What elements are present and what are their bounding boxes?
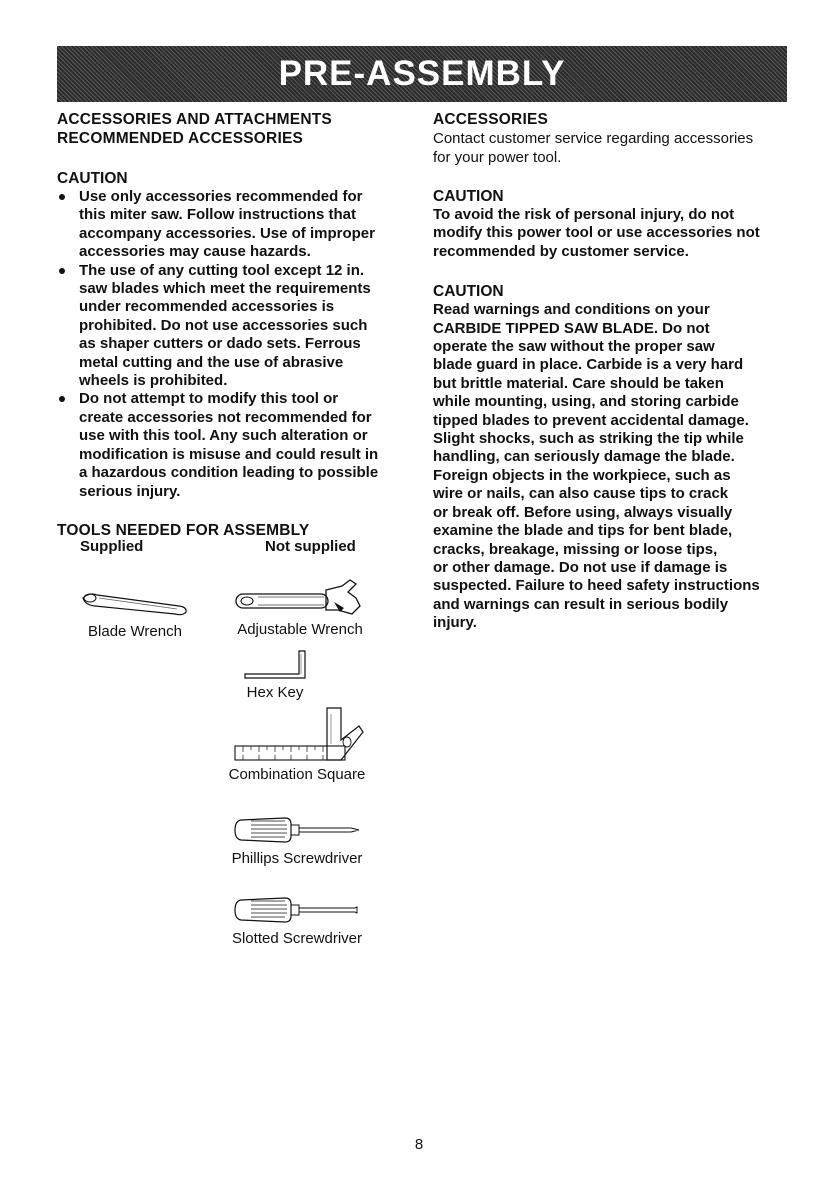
- accessories-intro: Contact customer service regarding accessories for your power tool.: [433, 130, 754, 166]
- supplied-label: Supplied: [80, 538, 144, 555]
- blade-wrench-label: Blade Wrench: [88, 623, 182, 640]
- tool-combination-square: [222, 704, 372, 783]
- phillips-screwdriver-label: Phillips Screwdriver: [231, 850, 363, 867]
- caution-text: To avoid the risk of personal injury, do not modify this power tool or use accessories not recommended by customer service.: [433, 206, 760, 260]
- adjustable-wrench-icon: [230, 578, 370, 620]
- tool-phillips-screwdriver: [222, 812, 372, 867]
- heading-accessories: ACCESSORIES: [433, 111, 549, 128]
- caution-label: CAUTION: [433, 283, 504, 301]
- bullet-item: The use of any cutting tool except 12 in. saw blades which meet the requirements under recommended accessories is prohibited. Do not use accessories such as shaper cutters or dado sets. Ferrous metal cutting and the use of abrasive wheels is prohibited.: [57, 262, 402, 391]
- slotted-screwdriver-icon: [227, 892, 367, 926]
- caution-text: Read warnings and conditions on your CARBIDE TIPPED SAW BLADE. Do not operate the saw without the proper saw blade guard in place. Carbide is a very hard but brittle material. Care should be taken while mounting, using, and storing carbide tipped blades to prevent accidental damage. Slight shocks, such as striking the tip while handling, can seriously damage the blade. Foreign objects in the workpiece, such as wire or nails, can also cause tips to crack or break off. Before using, always visually examine the blade and tips for bent blade, cracks, breakage, missing or loose tips, or other damage. Do not use if damage is suspected. Failure to heed safety instructions and warnings can result in serious bodily injury.: [433, 301, 760, 632]
- bullet-item: Use only accessories recommended for this miter saw. Follow instructions that accompany accessories. Use of improper accessories may cause hazards.: [57, 188, 402, 262]
- combination-square-icon: [227, 704, 367, 764]
- right-column: [433, 110, 793, 633]
- tool-blade-wrench: [70, 586, 200, 640]
- section-banner: [57, 46, 787, 102]
- bullet-item: Do not attempt to modify this tool or create accessories not recommended for use with this tool. Any such alteration or modification is misuse and could result in a hazardous condition leading to possible serious injury.: [57, 390, 402, 500]
- left-column: [57, 110, 402, 540]
- combination-square-label: Combination Square: [228, 766, 366, 783]
- bullet-dot-icon: [59, 268, 65, 274]
- tool-slotted-screwdriver: [222, 892, 372, 947]
- caution-label: CAUTION: [433, 188, 504, 205]
- caution-label: CAUTION: [57, 170, 128, 187]
- hex-key-icon: [235, 648, 315, 682]
- section-title: PRE-ASSEMBLY: [278, 54, 566, 93]
- adjustable-wrench-label: Adjustable Wrench: [237, 621, 363, 638]
- heading-recommended-accessories: RECOMMENDED ACCESSORIES: [57, 130, 304, 147]
- phillips-screwdriver-icon: [227, 812, 367, 846]
- page-number: 8: [414, 1136, 424, 1153]
- hex-key-label: Hex Key: [246, 684, 304, 701]
- not-supplied-label: Not supplied: [265, 538, 356, 555]
- heading-tools-needed: TOOLS NEEDED FOR ASSEMBLY: [57, 521, 310, 539]
- bullet-dot-icon: [59, 194, 65, 200]
- blade-wrench-icon: [75, 586, 195, 620]
- bullet-dot-icon: [59, 396, 65, 402]
- tool-hex-key: [230, 648, 320, 701]
- slotted-screwdriver-label: Slotted Screwdriver: [231, 930, 363, 947]
- heading-accessories-attachments: ACCESSORIES AND ATTACHMENTS: [57, 111, 332, 128]
- tool-adjustable-wrench: [225, 578, 375, 638]
- caution-bullet-list: [57, 188, 402, 501]
